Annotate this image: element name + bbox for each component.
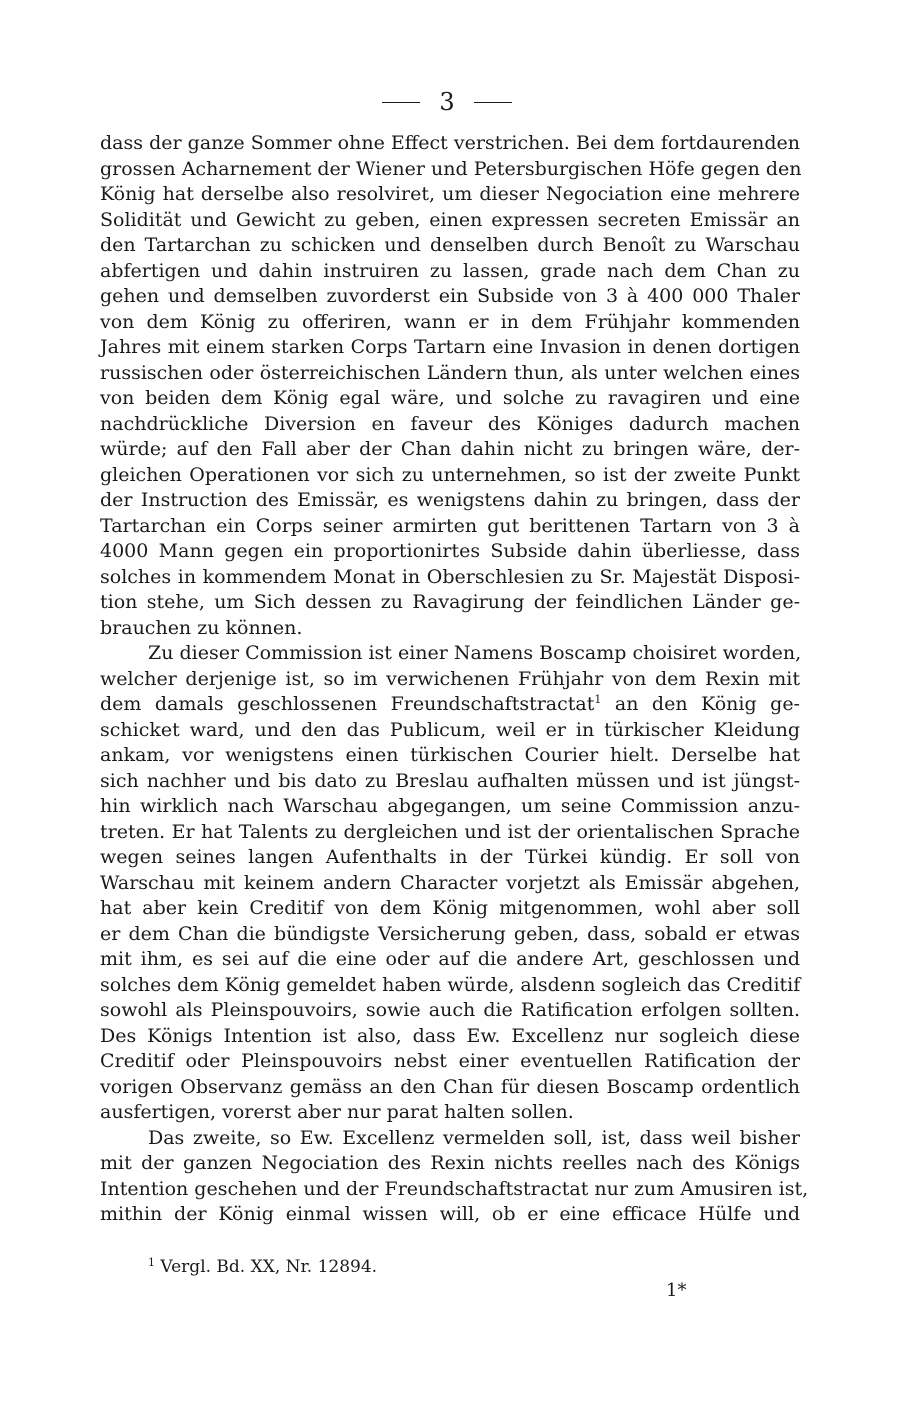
text-line: Solidität und Gewicht zu geben, einen expressen secreten Emissär an xyxy=(100,208,800,231)
text-line: Creditif oder Pleinspouvoirs nebst einer eventuellen Ratification der xyxy=(100,1050,800,1072)
text-segment: an den König ge- xyxy=(614,693,800,715)
body-text xyxy=(100,131,809,1228)
text-line: tion stehe, um Sich dessen zu Ravagirung der feindlichen Länder ge- xyxy=(100,591,800,613)
text-line: vorigen Observanz gemäss an den Chan für diesen Boscamp ordentlich xyxy=(100,1075,800,1098)
text-line: den Tartarchan zu schicken und denselben durch Benoît zu Warschau xyxy=(100,234,800,256)
text-line: gehen und demselben zuvorderst ein Subside von 3 à 400 000 Thaler xyxy=(100,285,800,307)
text-line: welcher derjenige ist, so im verwichenen Frühjahr von dem Rexin mit xyxy=(100,667,800,690)
text-line: abfertigen und dahin instruiren zu lassen, grade nach dem Chan zu xyxy=(100,259,800,282)
paragraph-end-line: ausfertigen, vorerst aber nur parat halten sollen. xyxy=(100,1101,574,1123)
text-line: würde; auf den Fall aber der Chan dahin nicht zu bringen wäre, der- xyxy=(100,438,800,460)
text-line: Des Königs Intention ist also, dass Ew. Excellenz nur sogleich diese xyxy=(100,1024,800,1047)
text-line: dass der ganze Sommer ohne Effect verstrichen. Bei dem fortdaurenden xyxy=(100,132,800,154)
text-line: schicket ward, und den das Publicum, weil er in türkischer Kleidung xyxy=(100,718,800,741)
text-line: ankam, vor wenigstens einen türkischen Courier hielt. Derselbe hat xyxy=(100,744,800,766)
text-segment: dem damals geschlossenen Freundschaftstractat xyxy=(100,693,595,715)
text-line: hin wirklich nach Warschau abgegangen, um seine Commission anzu- xyxy=(100,795,800,817)
text-line: der Instruction des Emissär, es wenigstens dahin zu bringen, dass der xyxy=(100,489,800,511)
text-line: König hat derselbe also resolviret, um dieser Negociation eine mehrere xyxy=(100,183,800,205)
text-line: Warschau mit keinem andern Character vorjetzt als Emissär abgehen, xyxy=(100,871,800,894)
text-line-with-footnote xyxy=(100,692,800,718)
text-line: mit ihm, es sei auf die eine oder auf die andere Art, geschlossen und xyxy=(100,948,800,970)
footnote-marker: 1 xyxy=(148,1256,155,1269)
footnote-reference: 1 xyxy=(594,693,602,706)
text-line: wegen seines langen Aufenthalts in der Türkei kündig. Er soll von xyxy=(100,846,800,868)
text-line: nachdrückliche Diversion en faveur des Königes dadurch machen xyxy=(100,412,800,435)
text-line: Jahres mit einem starken Corps Tartarn eine Invasion in denen dortigen xyxy=(100,336,800,358)
page-header xyxy=(0,88,900,118)
text-line: Intention geschehen und der Freundschaftstractat nur zum Amusiren ist, xyxy=(100,1177,809,1200)
footnote xyxy=(148,1256,377,1278)
text-line: Tartarchan ein Corps seiner armirten gut berittenen Tartarn von 3 à xyxy=(100,514,800,537)
text-line: von dem König zu offeriren, wann er in dem Frühjahr kommenden xyxy=(100,310,800,333)
text-line: er dem Chan die bündigste Versicherung geben, dass, sobald er etwas xyxy=(100,922,800,945)
text-line: hat aber kein Creditif von dem König mitgenommen, wohl aber soll xyxy=(100,897,800,919)
header-rule-left xyxy=(382,102,420,103)
text-line: sowohl als Pleinspouvoirs, sowie auch die Ratification erfolgen sollten. xyxy=(100,999,800,1021)
text-line: gleichen Operationen vor sich zu unternehmen, so ist der zweite Punkt xyxy=(100,463,800,486)
signature-mark: 1* xyxy=(666,1280,687,1301)
paragraph-start-line: Zu dieser Commission ist einer Namens Boscamp choisiret worden, xyxy=(148,642,802,664)
text-line: grossen Acharnement der Wiener und Petersburgischen Höfe gegen den xyxy=(100,157,802,180)
text-line: russischen oder österreichischen Ländern thun, als unter welchen eines xyxy=(100,361,800,384)
text-line: mithin der König einmal wissen will, ob er eine efficace Hülfe und xyxy=(100,1203,800,1225)
text-line: 4000 Mann gegen ein proportionirtes Subside dahin überliesse, dass xyxy=(100,540,800,562)
page-number: 3 xyxy=(439,88,455,116)
text-line: von beiden dem König egal wäre, und solche zu ravagiren und eine xyxy=(100,387,800,409)
header-rule-right xyxy=(474,102,512,103)
paragraph-start-line: Das zweite, so Ew. Excellenz vermelden soll, ist, dass weil bisher xyxy=(148,1126,800,1149)
paragraph-end-line: brauchen zu können. xyxy=(100,616,303,639)
text-line: solches dem König gemeldet haben würde, alsdenn sogleich das Creditif xyxy=(100,973,801,996)
text-line: solches in kommendem Monat in Oberschlesien zu Sr. Majestät Disposi- xyxy=(100,565,800,588)
footnote-text: Vergl. Bd. XX, Nr. 12894. xyxy=(160,1257,378,1277)
text-line: sich nachher und bis dato zu Breslau aufhalten müssen und ist jüngst- xyxy=(100,769,800,792)
text-line: treten. Er hat Talents zu dergleichen und ist der orientalischen Sprache xyxy=(100,820,800,843)
text-line: mit der ganzen Negociation des Rexin nichts reelles nach des Königs xyxy=(100,1152,800,1174)
